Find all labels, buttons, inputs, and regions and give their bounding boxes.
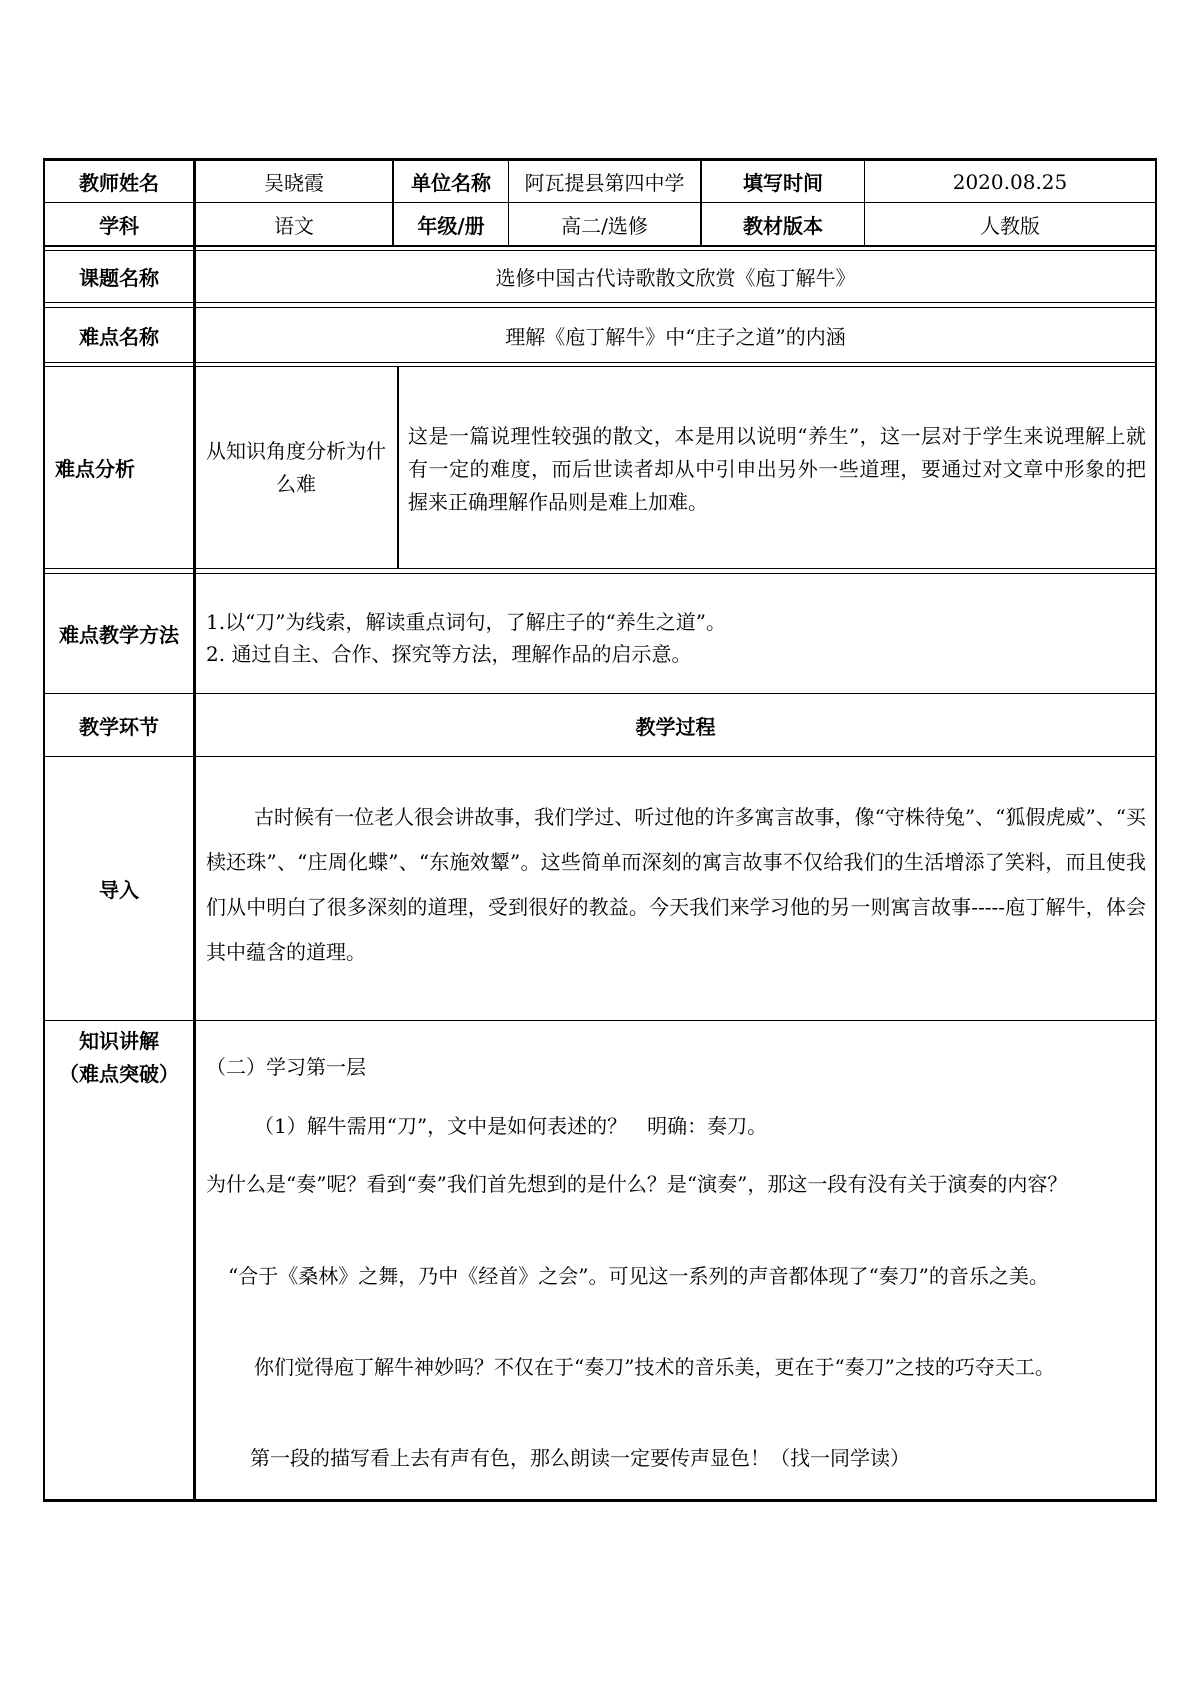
table-line — [43, 362, 1157, 363]
subject-value: 语文 — [274, 213, 314, 238]
table-line — [397, 366, 399, 569]
table-line — [43, 1020, 1157, 1021]
topic-value: 选修中国古代诗歌散文欣赏《庖丁解牛》 — [495, 266, 856, 290]
analysis-label: 难点分析 — [55, 457, 135, 481]
table-line — [43, 245, 1157, 247]
table-border-right — [1155, 158, 1157, 1502]
grade-value: 高二/选修 — [561, 213, 648, 238]
unit-name-value: 阿瓦提县第四中学 — [524, 171, 685, 195]
knowledge-paragraph-3: 为什么是“奏”呢？看到“奏”我们首先想到的是什么？是“演奏”，那这一段有没有关于演奏的内容？ — [206, 1172, 1068, 1196]
process-header-label: 教学过程 — [635, 714, 716, 739]
teacher-name-label: 教师姓名 — [79, 171, 159, 195]
unit-name-label: 单位名称 — [411, 171, 491, 195]
topic-label: 课题名称 — [79, 266, 159, 290]
knowledge-label-line-2: （难点突破） — [59, 1062, 179, 1086]
intro-label: 导入 — [99, 878, 139, 902]
method-line-1: 1.以“刀”为线索，解读重点词句，了解庄子的“养生之道”。 — [206, 610, 726, 634]
table-line — [43, 302, 1157, 303]
table-line — [43, 573, 1157, 574]
knowledge-label-line-1: 知识讲解 — [79, 1029, 159, 1053]
teacher-name-value: 吴晓霞 — [264, 171, 324, 195]
knowledge-paragraph-5: 你们觉得庖丁解牛神妙吗？不仅在于“奏刀”技术的音乐美，更在于“奏刀”之技的巧夺天工。 — [254, 1355, 1055, 1379]
subject-label: 学科 — [99, 213, 139, 238]
table-border-bottom — [43, 1499, 1157, 1502]
textbook-value: 人教版 — [980, 213, 1040, 238]
table-line — [43, 568, 1157, 569]
knowledge-paragraph-6: 第一段的描写看上去有声有色，那么朗读一定要传声显色！（找一同学读） — [250, 1446, 910, 1470]
knowledge-paragraph-4: “合于《桑林》之舞，乃中《经首》之会”。可见这一系列的声音都体现了“奏刀”的音乐之美。 — [228, 1264, 1049, 1288]
fill-date-label: 填写时间 — [743, 171, 823, 195]
grade-label: 年级/册 — [417, 213, 485, 238]
difficulty-label: 难点名称 — [79, 324, 159, 349]
difficulty-value: 理解《庖丁解牛》中“庄子之道”的内涵 — [505, 324, 846, 349]
stage-header-label: 教学环节 — [79, 714, 159, 739]
fill-date-value: 2020.08.25 — [952, 169, 1068, 194]
method-label: 难点教学方法 — [59, 623, 179, 647]
analysis-sub-label: 从知识角度分析为什么难 — [206, 438, 386, 496]
knowledge-paragraph-1: （二）学习第一层 — [206, 1055, 366, 1079]
analysis-text: 这是一篇说理性较强的散文，本是用以说明“养生”，这一层对于学生来说理解上就有一定的难度，而后世读者却从中引申出另外一些道理，要通过对文章中形象的把握来正确理解作品则是难上加难。 — [408, 424, 1146, 514]
intro-text: 古时候有一位老人很会讲故事，我们学过、听过他的许多寓言故事，像“守株待兔”、“狐假虎威”、“买椟还珠”、“庄周化蝶”、“东施效颦”。这些简单而深刻的寓言故事不仅给我们的生活增添了笑料，而且使我们从中明白了很多深刻的道理，受到很好的教益。今天我们来学习他的另一则寓言故事-----庖丁解牛，体会其中蕴含的道理。 — [206, 805, 1146, 964]
method-line-2: 2. 通过自主、合作、探究等方法，理解作品的启示意。 — [206, 642, 692, 666]
textbook-label: 教材版本 — [743, 213, 823, 238]
knowledge-paragraph-2: （1）解牛需用“刀”，文中是如何表述的？ 明确：奏刀。 — [254, 1114, 768, 1138]
table-line — [43, 756, 1157, 757]
